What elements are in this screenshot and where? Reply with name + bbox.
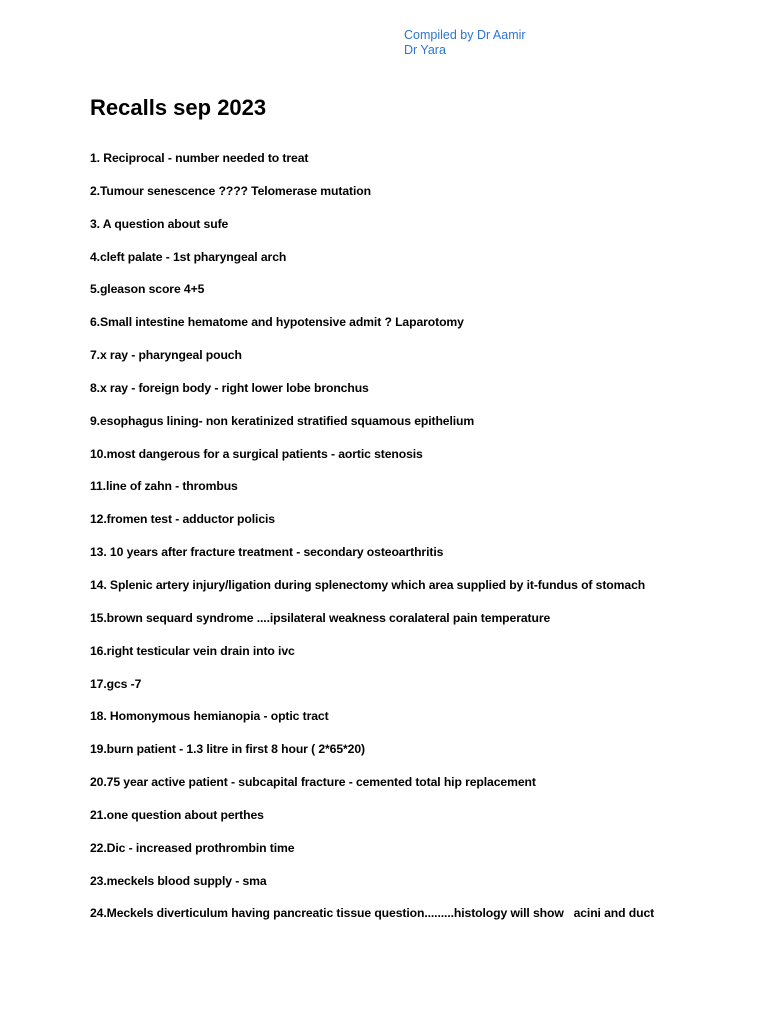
list-item: 1. Reciprocal - number needed to treat <box>90 151 309 165</box>
list-item: 22.Dic - increased prothrombin time <box>90 840 295 855</box>
list-item: 24.Meckels diverticulum having pancreatic tissue question.........histology will show acini and duct <box>90 906 655 921</box>
list-item: 7.x ray - pharyngeal pouch <box>90 348 242 363</box>
list-item: 5.gleason score 4+5 <box>90 282 205 297</box>
list-item: 14. Splenic artery injury/ligation during splenectomy which area supplied by it-fundus of stomach <box>90 577 646 592</box>
document-title: Recalls sep 2023 <box>90 95 267 120</box>
list-item: 3. A question about sufe <box>90 216 229 231</box>
list-item: 21.one question about perthes <box>90 807 264 822</box>
list-item: 12.fromen test - adductor policis <box>90 512 275 527</box>
list-item: 11.line of zahn - thrombus <box>90 479 238 494</box>
list-item: 16.right testicular vein drain into ivc <box>90 643 295 658</box>
list-item: 8.x ray - foreign body - right lower lobe bronchus <box>90 380 369 395</box>
list-item: 15.brown sequard syndrome ....ipsilateral weakness coralateral pain temperature <box>90 610 551 625</box>
list-item: 19.burn patient - 1.3 litre in first 8 hour ( 2*65*20) <box>90 742 365 757</box>
list-item: 23.meckels blood supply - sma <box>90 873 267 888</box>
list-item: 9.esophagus lining- non keratinized stratified squamous epithelium <box>90 413 475 428</box>
list-item: 10.most dangerous for a surgical patients - aortic stenosis <box>90 446 423 461</box>
recall-list <box>90 148 654 936</box>
list-item: 18. Homonymous hemianopia - optic tract <box>90 709 329 724</box>
compiled-by-credit <box>404 28 526 57</box>
list-item: 4.cleft palate - 1st pharyngeal arch <box>90 249 287 264</box>
credit-line-1: Compiled by Dr Aamir <box>404 28 526 42</box>
list-item: 6.Small intestine hematome and hypotensive admit ? Laparotomy <box>90 315 464 330</box>
list-item: 2.Tumour senescence ???? Telomerase mutation <box>90 183 371 198</box>
credit-line-2: Dr Yara <box>404 42 446 57</box>
list-item: 17.gcs -7 <box>90 676 142 691</box>
list-item: 13. 10 years after fracture treatment - secondary osteoarthritis <box>90 545 444 560</box>
list-item: 20.75 year active patient - subcapital fracture - cemented total hip replacement <box>90 775 536 790</box>
